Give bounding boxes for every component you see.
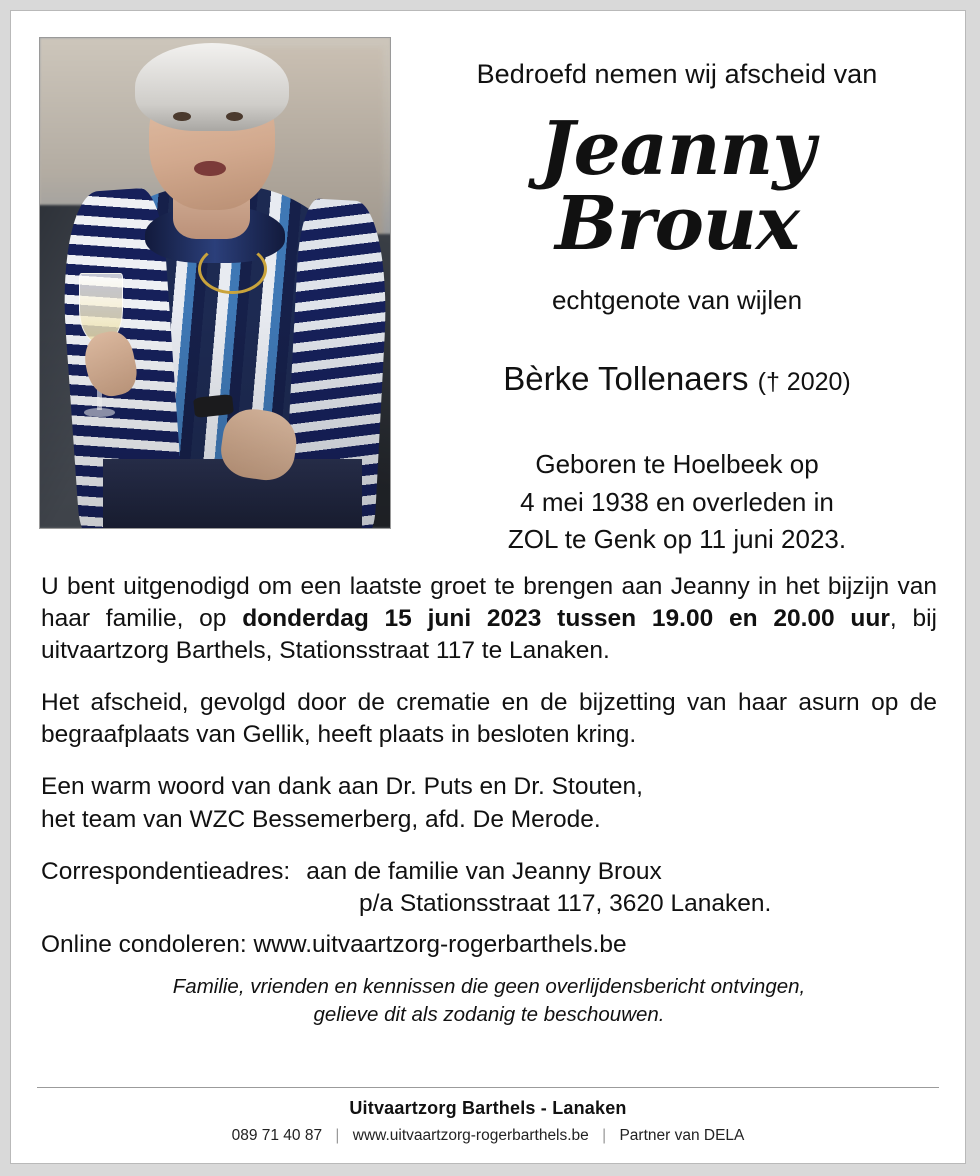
spouse-name: Bèrke Tollenaers bbox=[503, 359, 749, 397]
card-footer bbox=[37, 1087, 939, 1145]
birth-death-block bbox=[413, 446, 941, 559]
death-line: ZOL te Genk op 11 juni 2023. bbox=[507, 524, 847, 555]
intro-line: Bedroefd nemen wij afscheid van bbox=[476, 59, 878, 89]
notice-line-2: gelieve dit als zodanig te beschouwen. bbox=[313, 1002, 665, 1026]
footer-phone[interactable]: 089 71 40 87 bbox=[231, 1127, 323, 1144]
invitation-part-1: U bent uitgenodigd om een laatste groet te brengen aan Jeanny in het bijzijn van haar familie, op bbox=[41, 573, 937, 633]
correspondence-label: Correspondentieadres: bbox=[41, 857, 291, 885]
online-condolence-url[interactable]: www.uitvaartzorg-rogerbarthels.be bbox=[253, 931, 627, 959]
photo-vignette bbox=[40, 38, 390, 528]
card-header bbox=[11, 11, 965, 559]
online-condolence-row bbox=[41, 931, 937, 959]
spouse-death-year: († 2020) bbox=[757, 367, 851, 396]
thanks-paragraph bbox=[41, 771, 937, 835]
thanks-line-1: Een warm woord van dank aan Dr. Puts en Dr. Stouten, bbox=[41, 773, 643, 801]
cremation-paragraph: Het afscheid, gevolgd door de crematie en de bijzetting van haar asurn op de begraafplaats van Gellik, heeft plaats in besloten kring. bbox=[41, 689, 937, 749]
notice-paragraph bbox=[41, 973, 937, 1028]
correspondence-block bbox=[41, 856, 937, 922]
thanks-line-2: het team van WZC Bessemerberg, afd. De Merode. bbox=[41, 805, 601, 833]
invitation-datetime: donderdag 15 juni 2023 tussen 19.00 en 20.00 uur bbox=[242, 605, 890, 633]
deceased-name: Jeanny Broux bbox=[539, 106, 815, 268]
footer-separator-2: | bbox=[602, 1127, 607, 1144]
footer-website[interactable]: www.uitvaartzorg-rogerbarthels.be bbox=[352, 1127, 589, 1144]
correspondence-first-row bbox=[41, 856, 937, 889]
invitation-paragraph bbox=[41, 571, 937, 667]
portrait-photo bbox=[39, 37, 391, 529]
online-condolence-label: Online condoleren: bbox=[41, 931, 247, 959]
birth-line-1: Geboren te Hoelbeek op bbox=[535, 448, 819, 479]
memorial-card bbox=[10, 10, 966, 1164]
spouse-intro-line: echtgenote van wijlen bbox=[551, 284, 803, 315]
footer-company-name: Uitvaartzorg Barthels - Lanaken bbox=[349, 1098, 627, 1118]
card-body bbox=[11, 559, 965, 1028]
header-text-block bbox=[391, 37, 941, 559]
footer-separator-1: | bbox=[335, 1127, 340, 1144]
birth-line-2: 4 mei 1938 en overleden in bbox=[520, 486, 834, 517]
invitation-part-2: , bij uitvaartzorg Barthels, Stationsstraat 117 te Lanaken. bbox=[41, 605, 937, 665]
correspondence-line-1: aan de familie van Jeanny Broux bbox=[306, 857, 662, 885]
notice-line-1: Familie, vrienden en kennissen die geen overlijdensbericht ontvingen, bbox=[172, 975, 806, 999]
footer-contact-line bbox=[37, 1127, 939, 1145]
spouse-name-line bbox=[413, 360, 941, 398]
footer-partner: Partner van DELA bbox=[619, 1127, 745, 1144]
correspondence-line-2: p/a Stationsstraat 117, 3620 Lanaken. bbox=[359, 890, 772, 918]
